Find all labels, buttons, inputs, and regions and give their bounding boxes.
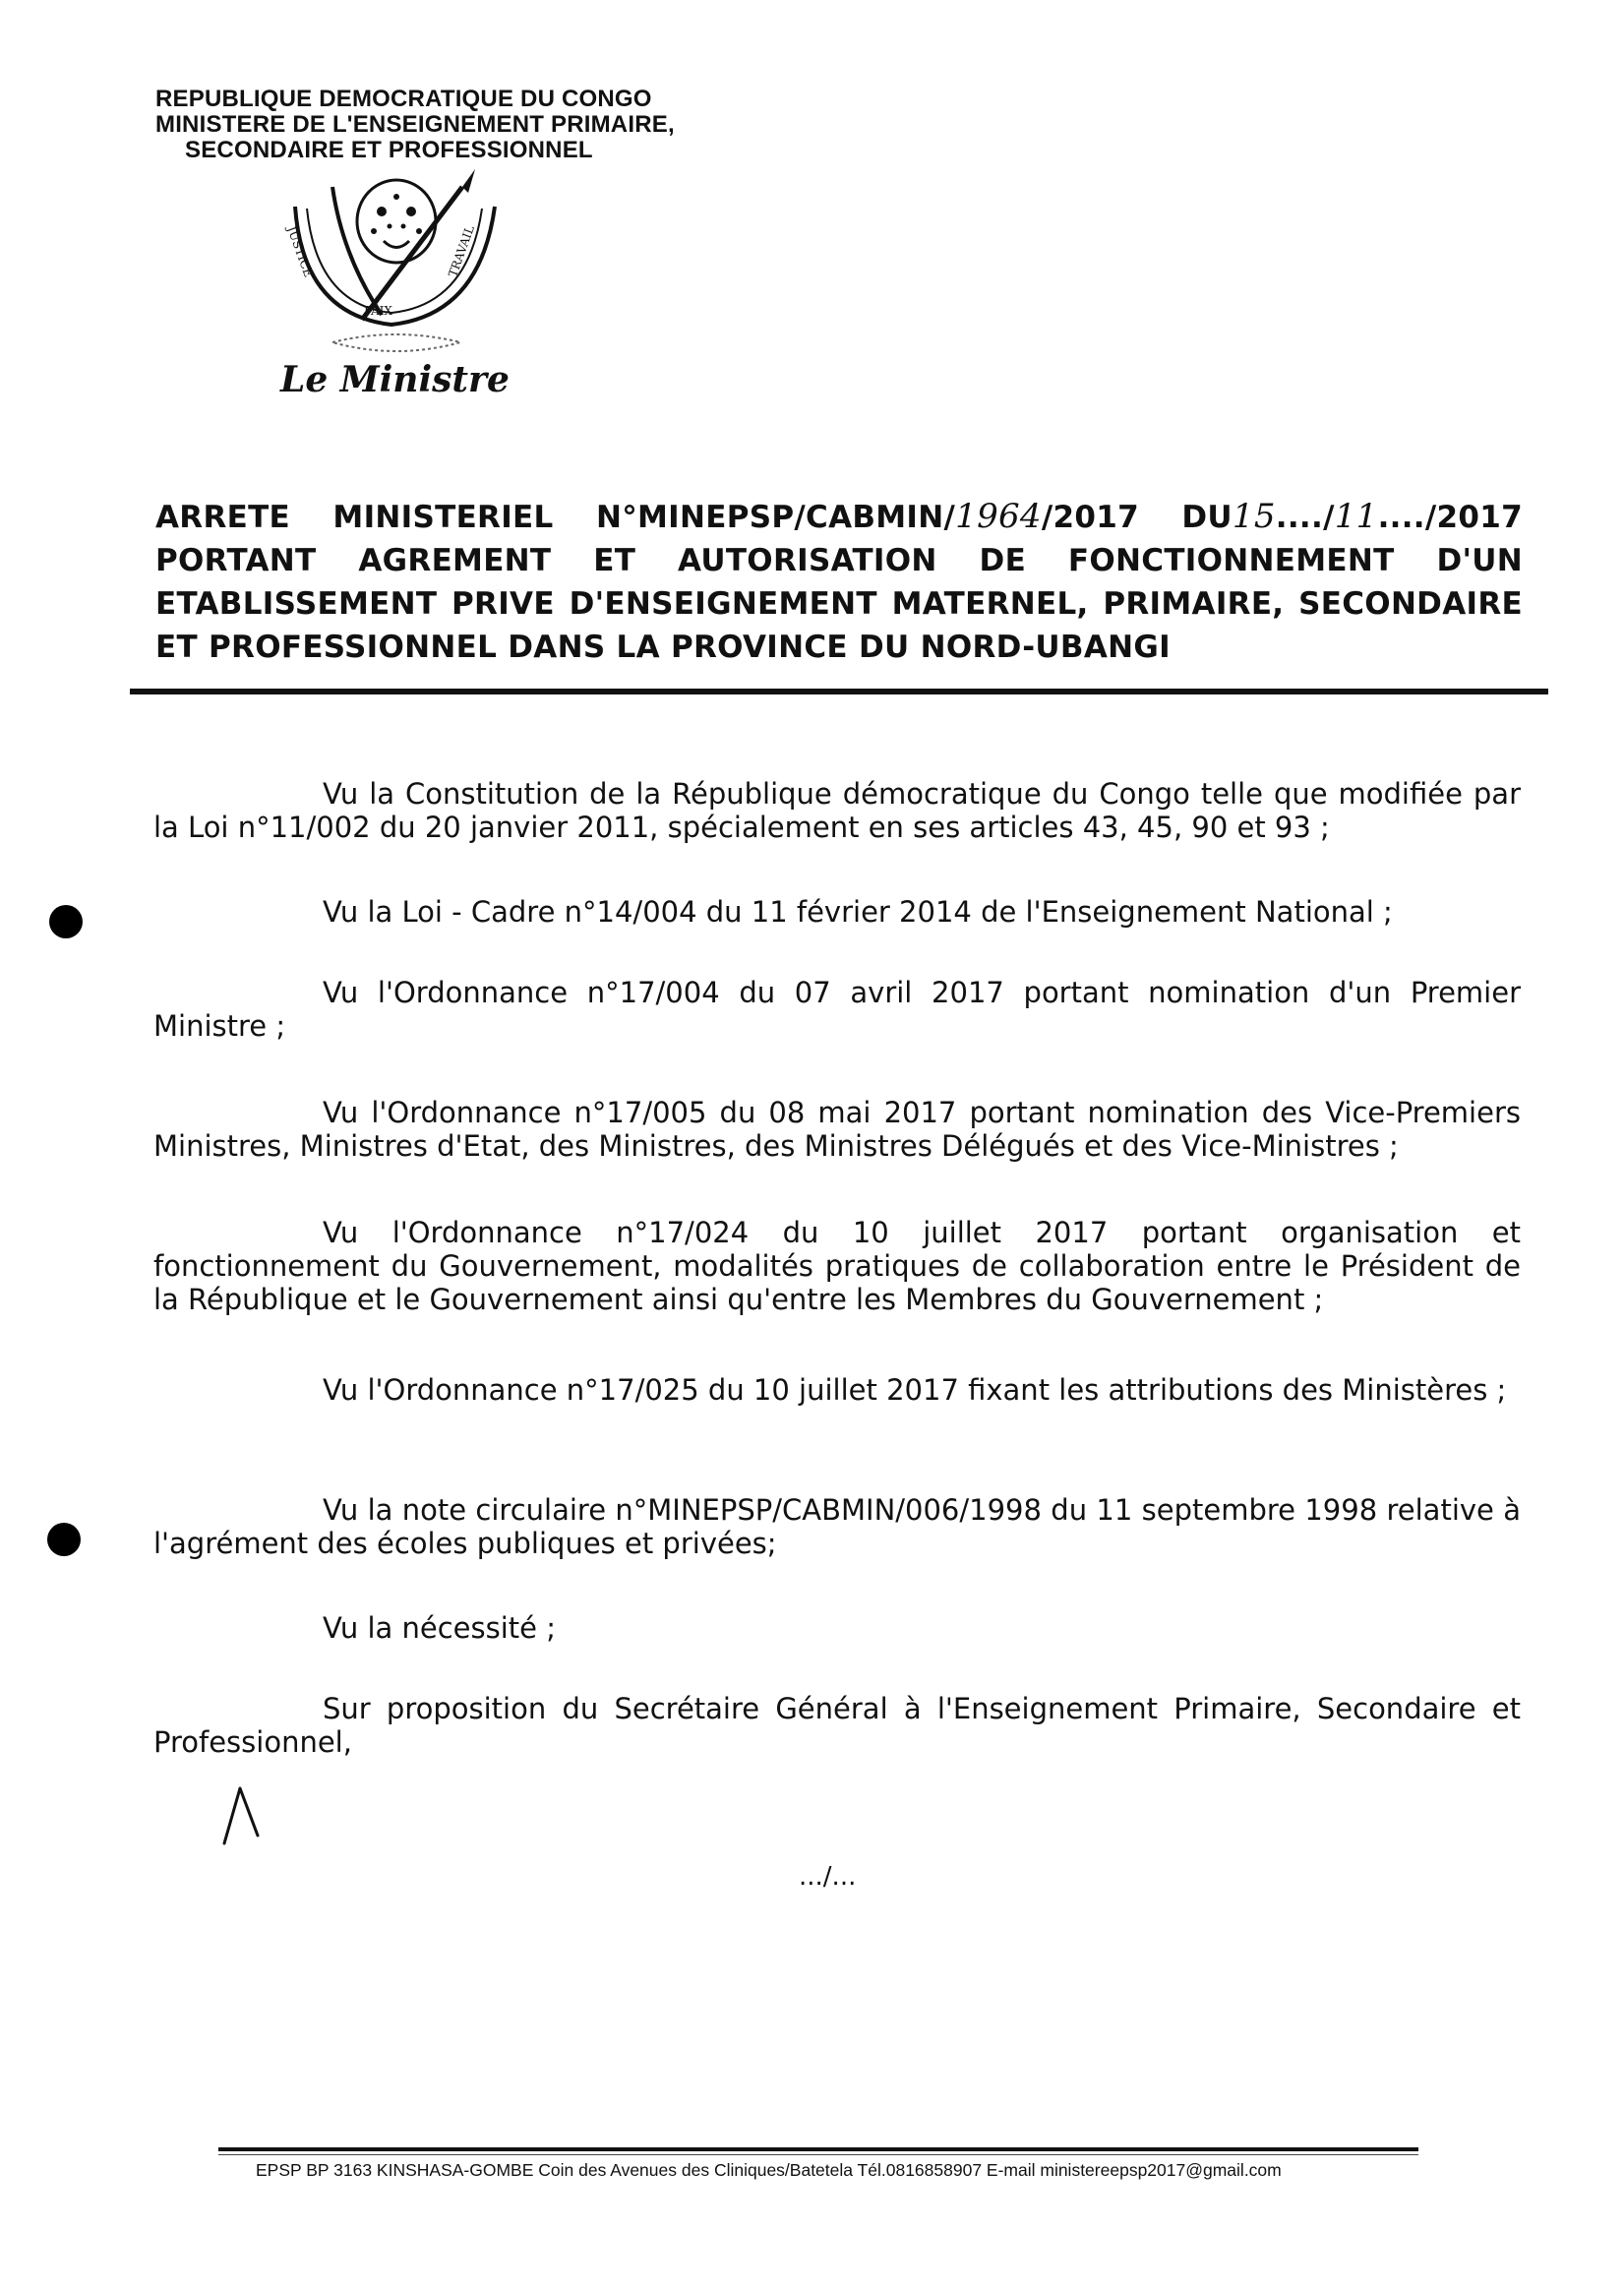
footer-divider bbox=[218, 2147, 1418, 2151]
handwritten-decree-number: 1964 bbox=[955, 497, 1042, 536]
coat-of-arms-emblem bbox=[273, 167, 519, 374]
letterhead bbox=[155, 87, 675, 163]
emblem-motto-bottom: PAIX bbox=[364, 304, 392, 318]
margin-initial-mark bbox=[218, 1780, 268, 1849]
consideration-paragraph: Vu la nécessité ; bbox=[323, 1611, 556, 1645]
letterhead-ministry: MINISTERE DE L'ENSEIGNEMENT PRIMAIRE, bbox=[155, 111, 675, 138]
consideration-paragraph: Vu l'Ordonnance n°17/004 du 07 avril 2017 portant nomination d'un Premier Ministre ; bbox=[153, 976, 1521, 1043]
date-separator-1: ..../ bbox=[1275, 500, 1335, 535]
title-divider bbox=[130, 689, 1548, 694]
consideration-paragraph: Sur proposition du Secrétaire Général à l'Enseignement Primaire, Secondaire et Professionnel, bbox=[153, 1692, 1521, 1759]
date-separator-2: ..../2017 bbox=[1377, 500, 1523, 535]
handwritten-day: 15 bbox=[1232, 497, 1276, 536]
decree-title bbox=[155, 495, 1523, 669]
punch-hole-mark bbox=[47, 1523, 81, 1556]
signatory-title: Le Ministre bbox=[280, 359, 510, 400]
decree-title-line-4: ET PROFESSIONNEL DANS LA PROVINCE DU NORD-UBANGI bbox=[155, 630, 1171, 665]
consideration-paragraph: Vu l'Ordonnance n°17/024 du 10 juillet 2017 portant organisation et fonctionnement du Gouvernement, modalités pratiques de collaboration entre le Président de la République et le Gouvernement ainsi qu'entre les Membres du Gouvernement ; bbox=[153, 1216, 1521, 1316]
footer-divider-thin bbox=[218, 2154, 1418, 2155]
letterhead-ministry-continued: SECONDAIRE ET PROFESSIONNEL bbox=[185, 137, 593, 163]
consideration-paragraph: Vu la note circulaire n°MINEPSP/CABMIN/006/1998 du 11 septembre 1998 relative à l'agrément des écoles publiques et privées; bbox=[153, 1493, 1521, 1560]
decree-title-line-2: PORTANT AGREMENT ET AUTORISATION DE FONCTIONNEMENT D'UN bbox=[155, 543, 1523, 578]
decree-number-prefix: ARRETE MINISTERIEL N°MINEPSP/CABMIN/ bbox=[155, 500, 956, 535]
handwritten-month: 11 bbox=[1334, 497, 1378, 536]
emblem-motto-right: TRAVAIL bbox=[446, 223, 477, 279]
decree-year-du: /2017 DU bbox=[1041, 500, 1233, 535]
decree-title-line-3: ETABLISSEMENT PRIVE D'ENSEIGNEMENT MATERNEL, PRIMAIRE, SECONDAIRE bbox=[155, 586, 1523, 622]
decree-title-line-1 bbox=[155, 495, 1523, 539]
emblem-motto-left: JUSTICE bbox=[284, 224, 316, 279]
page-continuation-mark: .../... bbox=[799, 1862, 857, 1892]
consideration-paragraph: Vu la Constitution de la République démocratique du Congo telle que modifiée par la Loi n°11/002 du 20 janvier 2011, spécialement en ses articles 43, 45, 90 et 93 ; bbox=[153, 777, 1521, 844]
punch-hole-mark bbox=[49, 905, 83, 938]
footer-address: EPSP BP 3163 KINSHASA-GOMBE Coin des Avenues des Cliniques/Batetela Tél.0816858907 E-mail ministereepsp2017@gmail.com bbox=[256, 2160, 1282, 2180]
consideration-paragraph: Vu la Loi - Cadre n°14/004 du 11 février 2014 de l'Enseignement National ; bbox=[323, 895, 1393, 929]
consideration-paragraph: Vu l'Ordonnance n°17/005 du 08 mai 2017 portant nomination des Vice-Premiers Ministres, Ministres d'Etat, des Ministres, des Ministres Délégués et des Vice-Ministres ; bbox=[153, 1096, 1521, 1163]
consideration-paragraph: Vu l'Ordonnance n°17/025 du 10 juillet 2017 fixant les attributions des Ministères ; bbox=[323, 1373, 1507, 1407]
letterhead-country: REPUBLIQUE DEMOCRATIQUE DU CONGO bbox=[155, 86, 652, 112]
